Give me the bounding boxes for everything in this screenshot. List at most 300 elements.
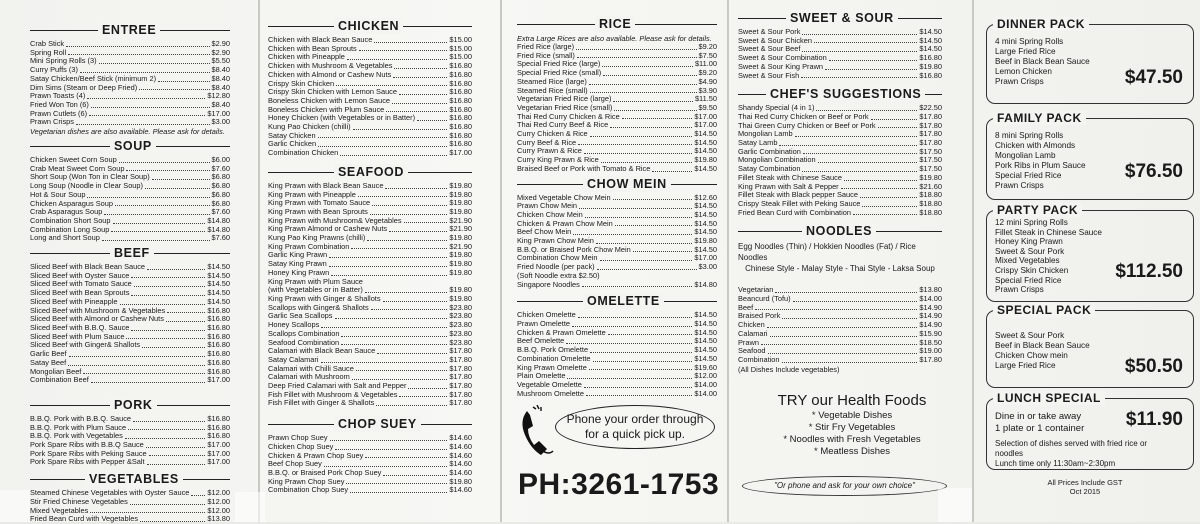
dot-leader [191,489,205,496]
menu-item-price: $22.50 [919,103,942,113]
menu-item-name: Combination Short Soup [30,215,111,225]
menu-item-price: $14.50 [694,327,717,337]
dot-leader [335,312,448,319]
dot-leader [331,269,447,276]
menu-item-price: $12.00 [207,496,230,506]
dot-leader [140,515,205,522]
menu-item-name: Beef [738,302,754,312]
menu-item-name: Mongolian Beef [30,366,82,376]
section-title: CHOW MEIN [583,176,671,192]
menu-item-name: Sweet & Sour Combination [738,53,827,63]
menu-item-price: $2.90 [211,47,230,57]
pack-item: Pork Ribs in Plum Sauce [995,161,1086,170]
section-note: (All Dishes Include vegetables) [738,364,840,374]
dot-leader [844,174,917,181]
dot-leader [566,337,692,344]
gst-note: All Prices Include GST [1047,478,1123,487]
menu-item-price: $8.40 [211,82,230,92]
dot-leader [146,441,206,448]
menu-item-price: $3.00 [211,117,230,127]
dot-leader [76,118,210,125]
menu-item-price: $23.80 [449,320,472,330]
menu-item-price: $23.80 [449,311,472,321]
menu-item-price: $19.80 [449,206,472,216]
dot-leader [365,286,447,293]
pack-title: SPECIAL PACK [993,303,1095,317]
dot-leader [351,243,447,250]
menu-item-name: King Prawn with Mushroom& Vegetables [268,215,402,225]
pack-item: 4 mini Spring Rolls [995,37,1064,46]
health-title: TRY our Health Foods [777,392,927,409]
menu-item-name: Fish Fillet with Ginger & Shallots [268,398,375,408]
menu-item-name: Braised Pork [738,311,781,321]
menu-item-name: Sweet & Sour Chicken [738,35,812,45]
menu-item-name: Chicken with Almond or Cashew Nuts [268,69,392,79]
dot-leader [589,364,693,371]
menu-item-name: Sliced Beef with Black Bean Sauce [30,262,146,272]
menu-item-price: $16.80 [449,122,472,132]
dot-leader [352,373,448,380]
menu-item [517,281,717,290]
menu-item-name: Calamari with Chilli Sauce [268,363,354,373]
menu-item-price: $17.80 [449,363,472,373]
menu-item-price: $17.80 [449,346,472,356]
menu-item-price: $6.80 [211,181,230,191]
menu-item-price: $17.00 [207,108,230,118]
dot-leader [567,372,692,379]
menu-item [738,295,942,304]
dot-leader [589,78,697,85]
menu-item-price: $6.80 [211,172,230,182]
dot-leader [371,304,448,311]
dot-leader [829,54,918,61]
menu-item-name: Pork Spare Ribs with Peking Sauce [30,448,147,458]
dot-leader [392,97,447,104]
menu-item-name: Sliced Beef with B.B.Q. Sauce [30,322,130,332]
section-note: Extra Large Rices are also available. Please ask for details. [517,34,712,43]
menu-item-name: Honey Chicken (with Vegetables or in Batter) [268,113,416,123]
dot-leader [818,156,918,163]
menu-item-price: $19.80 [449,267,472,277]
noodles-section [738,223,942,373]
dot-leader [586,390,692,397]
dot-leader [377,347,447,354]
menu-item-name: Steamed Rice (large) [517,76,587,86]
menu-item-price: $14.90 [919,320,942,330]
dot-leader [602,272,715,279]
menu-item-name: Mongolian Lamb [738,129,793,139]
menu-item-name: B.B.Q. Pork with Vegetables [30,431,123,441]
menu-item-price: $21.90 [449,241,472,251]
menu-item-name: Chicken with Black Bean Sauce [268,35,373,44]
menu-item-price: $14.50 [694,345,717,355]
menu-item-name: Satay Calamari [268,354,319,364]
menu-item-price: $17.00 [207,375,230,385]
menu-item-name: Sweet & Sour Pork [738,27,801,36]
dot-leader [329,251,447,258]
menu-item-name: Chicken Omelette [517,310,576,320]
menu-item-name: Crab Meat Sweet Corn Soup [30,163,125,173]
section-title: CHEF'S SUGGESTIONS [766,86,925,102]
dot-leader [335,443,447,450]
dot-leader [761,339,917,346]
menu-item-name: Thai Red Curry Beef & Rice [517,120,609,130]
menu-item-price: $17.80 [919,129,942,139]
menu-item-name: B.B.Q. or Braised Pork Chow Mein [517,244,631,254]
menu-item-name: Seafood Combination [268,337,340,347]
dot-leader [584,147,693,154]
dot-leader [104,208,209,215]
menu-item-price: $14.50 [694,318,717,328]
menu-item-price: $13.80 [919,285,942,295]
chow-mein-section [517,176,717,290]
menu-item-name: Thai Green Curry Chicken or Beef or Pork [738,120,876,130]
menu-item-name: Garlic Sea Scallops [268,311,333,321]
dot-leader [91,376,206,383]
menu-item-name: Mixed Vegetable Chow Mein [517,192,611,202]
chop-suey-section [268,416,472,495]
dot-leader [408,382,447,389]
dot-leader [399,391,447,398]
menu-item-price: $18.80 [919,198,942,208]
menu-item-name: Prawn Toasts (4) [30,91,86,101]
dot-leader [602,60,693,67]
health-item: * Stir Fry Vegetables [808,422,896,433]
dot-leader [356,365,448,372]
dot-leader [417,114,447,121]
menu-item-price: $19.80 [449,189,472,199]
dot-leader [87,92,205,99]
menu-item-name: Kung Pao King Prawns (chilli) [268,233,366,243]
menu-item-name: Crab Stick [30,39,65,48]
dot-leader [113,217,206,224]
menu-item-price: $14.50 [694,137,717,147]
menu-item-price: $14.50 [207,296,230,306]
menu-item-price: $16.80 [449,113,472,123]
menu-item-price: $14.00 [919,294,942,304]
menu-item-name: Boneless Chicken with Plum Sauce [268,104,385,114]
section-title: NOODLES [802,223,876,239]
dot-leader [133,415,205,422]
menu-item-name: Scallops Combination [268,328,340,338]
menu-item-name: Chicken Sweet Corn Soup [30,155,117,165]
dot-leader [350,486,447,493]
dot-leader [321,321,447,328]
menu-item-price: $17.80 [449,372,472,382]
menu-item-price: $3.90 [698,85,717,95]
dot-leader [600,254,693,261]
menu-item-name: Sliced Beef with Plum Sauce [30,331,125,341]
section-title: SWEET & SOUR [786,10,898,26]
menu-item-price: $17.00 [207,448,230,458]
menu-item-price: $12.60 [694,192,717,202]
menu-item-price: $16.80 [449,95,472,105]
pack-title: PARTY PACK [993,203,1082,217]
tape-mark [938,488,972,522]
fold-line [727,0,729,522]
pack-item: 8 mini Spring Rolls [995,131,1064,140]
menu-item-name: Chicken & Prawn Chop Suey [268,450,364,460]
beef-section [30,245,230,385]
health-item: * Noodles with Fresh Vegetables [783,434,921,445]
menu-item-price: $14.60 [449,433,472,443]
dot-leader [590,130,693,137]
menu-item-name: Vegetarian Fried Rice (large) [517,94,612,104]
menu-item-name: Combination [738,354,780,364]
dot-leader [802,28,917,35]
menu-item-name: King Prawn with Pineapple [268,189,356,199]
menu-item-name: Short Soup (Won Ton in Clear Soup) [30,172,150,182]
menu-item-name: Chicken with Pineapple [268,52,345,62]
phone-number[interactable]: PH:3261-1753 [518,468,720,501]
menu-item-name: B.B.Q. Pork with B.B.Q. Sauce [30,413,132,423]
menu-item [30,118,230,127]
menu-item-name: Boneless Chicken with Lemon Sauce [268,95,391,105]
lunch-line1: Dine in or take away [995,411,1082,422]
menu-item-price: $9.20 [698,68,717,78]
menu-item-price: $17.50 [919,146,942,156]
menu-item-name: Plain Omelette [517,371,566,381]
dot-leader [601,156,693,163]
pack-item: Sweet & Sour Pork [995,246,1065,256]
dot-leader [614,104,696,111]
dot-leader [367,234,447,241]
dot-leader [68,49,209,56]
menu-item-price: $14.90 [919,311,942,321]
dot-leader [372,199,447,206]
menu-item-price: $14.00 [694,388,717,398]
menu-item-name: Long Soup (Noodle in Clear Soup) [30,181,143,191]
menu-item-name: Sliced Beef with Ginger& Shallots [30,340,141,350]
menu-item-price: $17.00 [207,457,230,467]
pack-item: Mongolian Lamb [995,151,1056,160]
menu-item-price: $9.50 [698,102,717,112]
menu-item-price: $17.00 [694,253,717,263]
menu-item-name: King Prawn Almond or Cashew Nuts [268,224,388,234]
dot-leader [584,381,692,388]
menu-item-name: Dim Sims (Steam or Deep Fried) [30,82,138,92]
menu-item-name: Chicken & Prawn Omelette [517,327,606,337]
menu-item-price: $16.80 [207,422,230,432]
pack-item: Sweet & Sour Pork [995,331,1065,340]
menu-item-name: King Prawn Combination [268,241,350,251]
menu-item-name: Scallops with Ginger& Shallots [268,302,369,312]
dot-leader [385,182,447,189]
pack-item: Lemon Chicken [995,67,1052,76]
menu-item-name: Prawn Omelette [517,318,570,328]
menu-item-name: Crispy Skin Chicken [268,78,335,88]
pack-price: $47.50 [1124,67,1183,88]
dot-leader [158,75,209,82]
menu-item-name: Crispy Skin Chicken with Lemon Sauce [268,87,397,97]
dot-leader [615,220,693,227]
tape-mark [235,492,265,522]
dot-leader [152,173,210,180]
menu-item-price: $23.80 [449,328,472,338]
section-note: Vegetarian dishes are also available. Please ask for details. [30,127,225,137]
menu-item-price: $16.80 [449,139,472,149]
menu-item-name: Prawn Crisps [30,117,74,127]
chefs-suggestions-section [738,86,942,217]
menu-item-name: Chicken Chow Mein [517,209,583,219]
menu-item-name: Curry King Prawn & Rice [517,155,599,165]
menu-item-price: $17.80 [919,354,942,364]
menu-item-name: Mongolian Combination [738,155,816,165]
telephone-icon [517,405,557,460]
menu-item-name: Pork Spare Ribs with B.B.Q Sauce [30,440,144,450]
menu-item-name: Sliced Beef with Mushroom & Vegetables [30,305,166,315]
menu-item-price: $4.90 [698,76,717,86]
dot-leader [126,333,205,340]
dot-leader [816,104,917,111]
dot-leader [83,368,205,375]
menu-item-name: Prawn Cutlets (6) [30,108,88,118]
menu-item-price: $7.60 [211,207,230,217]
section-title: PORK [110,397,157,413]
menu-item-name: Chicken & Prawn Chow Mein [517,218,613,228]
menu-item-price: $14.50 [694,201,717,211]
menu-item-price: $6.00 [211,155,230,165]
dot-leader [131,289,205,296]
dot-leader [593,355,693,362]
dot-leader [389,225,447,232]
menu-item-price: $19.80 [449,250,472,260]
menu-item-name: King Prawn with Bean Sprouts [268,206,368,216]
menu-item-price: $17.80 [919,120,942,130]
dot-leader [365,452,447,459]
menu-item-name: Prawn Chop Suey [268,433,328,443]
dot-leader [383,469,447,476]
dot-leader [66,40,209,47]
menu-item-price: $16.80 [207,305,230,315]
dot-leader [622,113,693,120]
menu-item [268,399,472,408]
lunch-special [986,391,1194,470]
dot-leader [775,286,917,293]
menu-item-name: Vegetable Omelette [517,379,582,389]
menu-item-price: $14.60 [449,450,472,460]
lunch-desc: noodles [995,449,1024,458]
menu-item-name: King Prawn with Salt & Pepper [738,181,839,191]
dot-leader [768,347,918,354]
menu-item-price: $14.50 [694,209,717,219]
fold-line [258,0,260,522]
menu-item-price: $12.00 [694,371,717,381]
pork-section [30,397,230,467]
menu-item-price: $16.80 [207,349,230,359]
menu-item-name: Chicken with Mushroom & Vegetables [268,61,393,71]
dot-leader [365,278,470,285]
dot-leader [803,148,918,155]
menu-item-price: $14.80 [207,215,230,225]
menu-item-name: Beef Chop Suey [268,459,322,469]
dot-leader [102,234,210,241]
section-title: SEAFOOD [334,164,408,180]
dot-leader [91,101,210,108]
dot-leader [87,191,209,198]
menu-item-price: $18.80 [919,190,942,200]
menu-item-name: Curry Beef & Rice [517,137,577,147]
pack-item: Beef in Black Bean Sauce [995,341,1090,350]
section-title: BEEF [110,245,154,261]
menu-item-name: Chicken with Bean Sprouts [268,43,357,53]
dot-leader [341,339,447,346]
menu-item-price: $14.50 [694,244,717,254]
menu-item-price: $11.00 [694,59,717,69]
menu-item-name: Satay King Prawn [268,259,327,269]
dot-leader [767,321,918,328]
dot-leader [597,263,697,270]
menu-item-name: Shandy Special (4 in 1) [738,103,815,113]
menu-item-name: Fried Rice (small) [517,50,575,60]
dot-leader [69,350,206,357]
dot-leader [130,498,206,505]
dot-leader [111,226,205,233]
menu-item-price: $14.50 [207,288,230,298]
menu-item-price: $14.50 [694,163,717,173]
menu-item-name: Prawn [738,337,759,347]
menu-item-name: Spring Roll [30,47,67,57]
menu-item [30,234,230,243]
dot-leader [324,460,448,467]
menu-item-name: Chicken [738,320,765,330]
menu-item-price: $16.80 [207,340,230,350]
menu-item [30,458,230,467]
menu-item-name: Fried Noodle (per pack) [517,262,595,272]
menu-item-price: $17.50 [919,164,942,174]
dot-leader [795,130,918,137]
menu-item-price: $6.80 [211,198,230,208]
dot-leader [652,165,692,172]
menu-item-name: B.B.Q. or Braised Pork Chop Suey [268,467,382,477]
dot-leader [585,211,693,218]
pack-title: FAMILY PACK [993,111,1086,125]
dot-leader [579,202,692,209]
dot-leader [841,183,918,190]
footer [1030,478,1140,496]
menu-item-price: $17.00 [694,111,717,121]
menu-item-price: $16.80 [207,366,230,376]
menu-item-price: $14.90 [919,302,942,312]
menu-item-name: Beef Chow Mein [517,227,572,237]
dot-leader [139,84,209,91]
dot-leader [782,356,918,363]
dot-leader [590,346,692,353]
pack-item: Prawn Crisps [995,285,1044,295]
dot-leader [370,208,448,215]
menu-item-price: $17.80 [449,354,472,364]
menu-item-price: $16.80 [449,130,472,140]
menu-item-name: King Prawn Chow Mein [517,236,594,246]
menu-item-name: Garlic Beef [30,349,67,359]
dot-leader [318,132,448,139]
menu-item-name: Mixed Vegetables [30,505,89,515]
menu-item [517,165,717,174]
dot-leader [825,63,917,70]
menu-item-price: $14.60 [449,459,472,469]
menu-item-name: King Prawn with Tomato Sauce [268,198,371,208]
pack-item: Special Fried Rice [995,171,1062,180]
menu-item-name: Garlic King Prawn [268,250,328,260]
menu-item-name: Stir Fried Chinese Vegetables [30,496,128,506]
menu-item [738,321,942,330]
dot-leader [358,191,447,198]
pack-item: Chicken with Almonds [995,141,1076,150]
menu-item-name: Combination Chicken [268,148,339,158]
menu-item-price: $16.80 [919,70,942,80]
dot-leader [346,478,447,485]
menu-item-price: $14.80 [694,279,717,289]
